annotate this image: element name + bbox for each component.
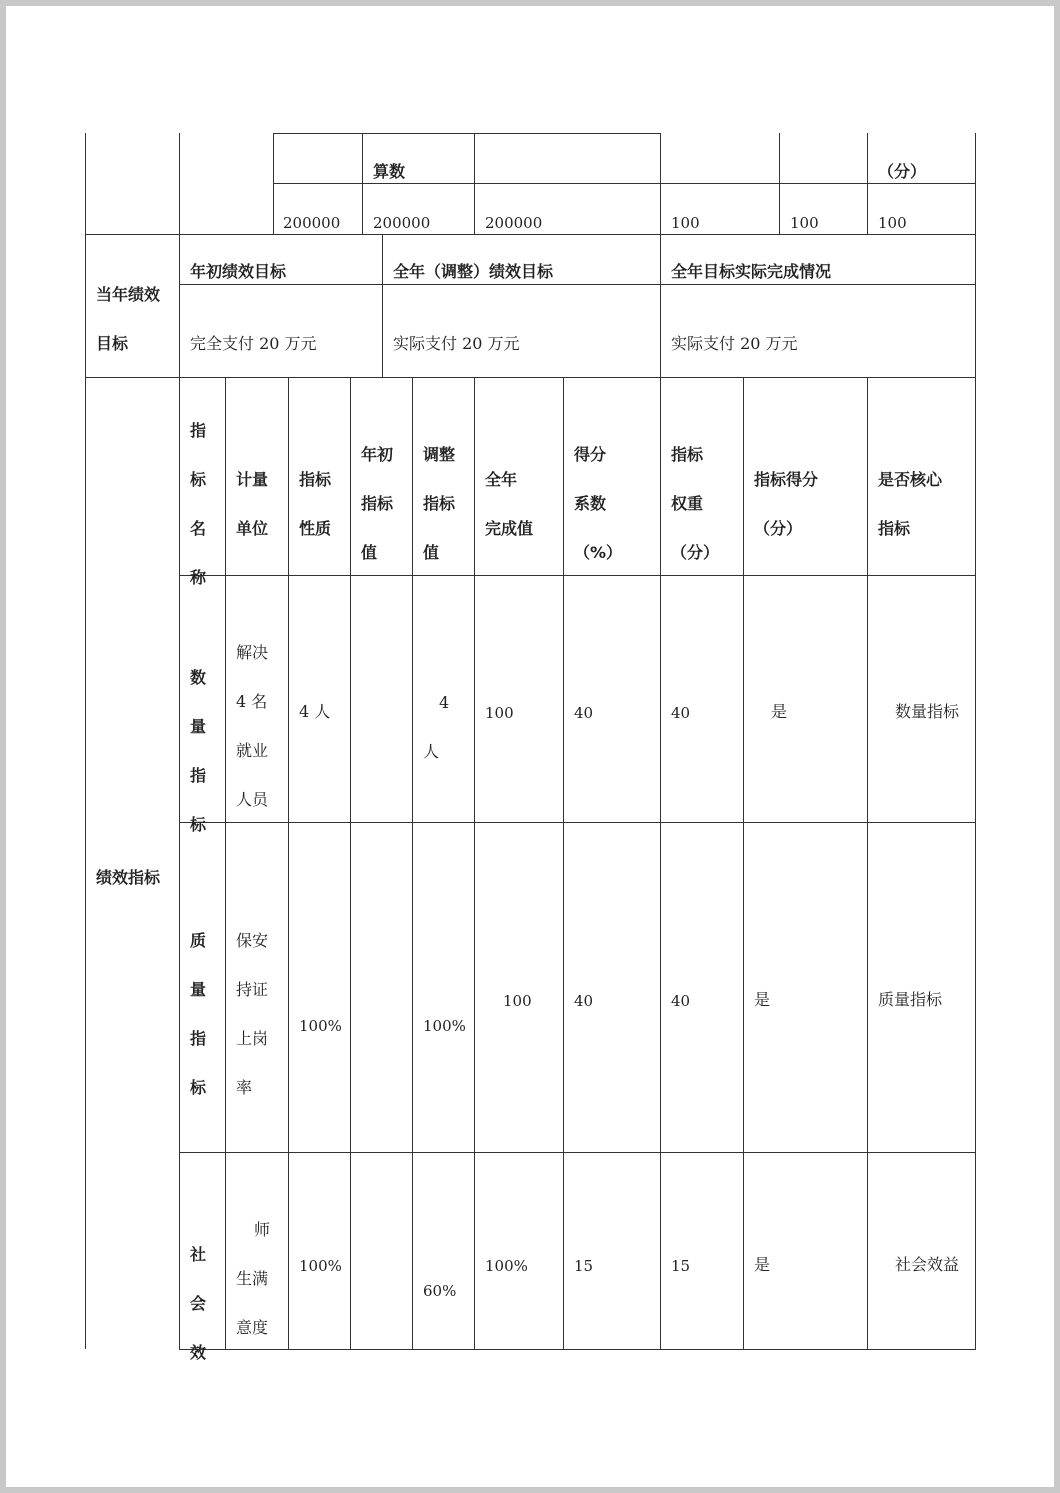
indicators-label: 绩效指标 xyxy=(96,868,161,887)
indicator-name: 质 量 指 标 xyxy=(190,931,207,1097)
value-cell: 200000 xyxy=(373,214,431,232)
indicator-nature: 100% xyxy=(299,1257,342,1275)
table-rule xyxy=(660,377,661,1349)
indicator-annual: 100% xyxy=(485,1257,528,1275)
indicator-score: 是 xyxy=(754,1255,771,1274)
indicator-core: 质量指标 xyxy=(878,990,943,1009)
col-header-initial: 年初 指标 值 xyxy=(361,445,394,562)
value-cell: 100 xyxy=(878,214,907,232)
table-rule xyxy=(867,377,868,1349)
table-rule xyxy=(85,133,86,1349)
col-header-annual: 全年 完成值 xyxy=(485,470,534,538)
col-header-nature: 指标 性质 xyxy=(299,470,332,538)
table-rule xyxy=(273,133,660,134)
value-cell: 200000 xyxy=(283,214,341,232)
indicator-core: 数量指标 xyxy=(895,702,960,721)
table-rule xyxy=(350,377,351,1349)
header-cell-budget: 算数 xyxy=(373,162,406,181)
indicator-adjusted: 60% xyxy=(423,1282,457,1300)
table-rule xyxy=(85,377,976,378)
indicator-coef: 40 xyxy=(574,992,594,1010)
table-rule xyxy=(85,234,976,235)
value-cell: 200000 xyxy=(485,214,543,232)
indicator-unit: 师 生满 意度 xyxy=(236,1220,271,1337)
indicator-unit: 保安 持证 上岗 率 xyxy=(236,931,269,1097)
annual-goals-header: 全年（调整）绩效目标 xyxy=(393,262,554,281)
col-header-coef: 得分 系数 （%） xyxy=(574,445,623,562)
col-header-unit: 计量 单位 xyxy=(236,470,269,538)
table-rule xyxy=(867,133,868,234)
col-header-adjusted: 调整 指标 值 xyxy=(423,445,456,562)
document-page xyxy=(6,6,1054,1487)
table-rule xyxy=(779,133,780,234)
annual-goals-value: 完全支付 20 万元 xyxy=(190,334,317,353)
table-rule xyxy=(474,377,475,1349)
indicator-name: 社 会 效 xyxy=(190,1245,207,1362)
table-rule xyxy=(412,377,413,1349)
table-rule xyxy=(273,133,274,234)
table-rule xyxy=(179,1349,976,1350)
table-rule xyxy=(975,133,976,1349)
annual-goals-label: 当年绩效 xyxy=(96,285,161,304)
annual-goals-value: 实际支付 20 万元 xyxy=(393,334,520,353)
indicator-coef: 15 xyxy=(574,1257,594,1275)
annual-goals-header: 全年目标实际完成情况 xyxy=(671,262,832,281)
indicator-core: 社会效益 xyxy=(895,1255,960,1274)
annual-goals-value: 实际支付 20 万元 xyxy=(671,334,798,353)
table-rule xyxy=(288,377,289,1349)
table-rule xyxy=(660,234,661,377)
indicator-score: 是 xyxy=(754,990,771,1009)
col-header-weight: 指标 权重 （分） xyxy=(671,445,720,562)
indicator-adjusted: 4 人 xyxy=(423,693,450,761)
indicator-coef: 40 xyxy=(574,704,594,722)
indicator-name: 数 量 指 标 xyxy=(190,668,207,834)
col-header-core: 是否核心 指标 xyxy=(878,470,943,538)
indicator-annual: 100 xyxy=(503,992,532,1010)
col-header-score: 指标得分 （分） xyxy=(754,470,819,538)
annual-goals-header: 年初绩效目标 xyxy=(190,262,287,281)
value-cell: 100 xyxy=(790,214,819,232)
annual-goals-label: 目标 xyxy=(96,334,129,353)
indicator-annual: 100 xyxy=(485,704,514,722)
indicator-weight: 15 xyxy=(671,1257,691,1275)
table-rule xyxy=(382,234,383,377)
table-rule xyxy=(273,183,976,184)
table-rule xyxy=(179,133,180,1349)
value-cell: 100 xyxy=(671,214,700,232)
header-cell-points: （分） xyxy=(878,162,927,181)
table-rule xyxy=(179,822,976,823)
indicator-unit: 解决 4 名 就业 人员 xyxy=(236,643,269,809)
table-rule xyxy=(563,377,564,1349)
table-rule xyxy=(179,284,976,285)
col-header-name: 指 标 名 称 xyxy=(190,421,207,587)
indicator-score: 是 xyxy=(771,702,788,721)
table-rule xyxy=(362,133,363,234)
indicator-weight: 40 xyxy=(671,704,691,722)
table-rule xyxy=(474,133,475,234)
indicator-adjusted: 100% xyxy=(423,1017,466,1035)
table-rule xyxy=(660,133,661,234)
indicator-nature: 100% xyxy=(299,1017,342,1035)
indicator-nature: 4 人 xyxy=(299,702,331,721)
indicator-weight: 40 xyxy=(671,992,691,1010)
table-rule xyxy=(179,1152,976,1153)
table-rule xyxy=(743,377,744,1349)
table-rule xyxy=(225,377,226,1349)
